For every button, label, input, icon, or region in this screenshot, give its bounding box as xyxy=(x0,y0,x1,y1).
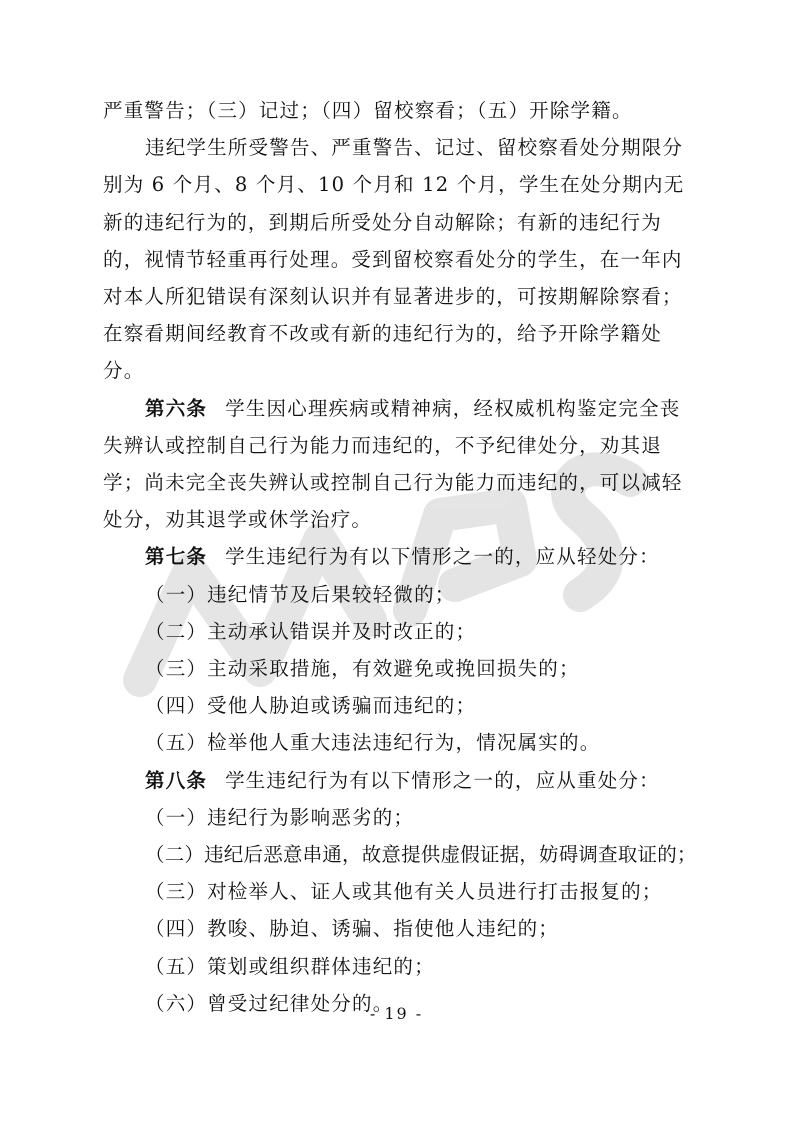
article-7-item: （四）受他人胁迫或诱骗而违纪的； xyxy=(145,694,477,718)
article-6-text: 学生因心理疾病或精神病，经权威机构鉴定完全丧失辨认或控制自己行为能力而违纪的，不予纪律处分，劝其退学；尚未完全丧失辨认或控制自己行为能力而违纪的，可以减轻处分，劝其退学或休学治疗。 xyxy=(103,396,683,532)
article-8-item: （二）违纪后恶意串通，故意提供虚假证据，妨碍调查取证的； xyxy=(145,843,697,867)
article-7 xyxy=(103,538,695,575)
article-8-item: （六）曾受过纪律处分的。 xyxy=(145,991,394,1015)
article-7-item: （一）违纪情节及后果较轻微的； xyxy=(145,582,456,606)
article-8 xyxy=(103,762,695,799)
article-7-title: 第七条 xyxy=(145,545,208,569)
article-7-item: （五）检举他人重大违法违纪行为，情况属实的。 xyxy=(145,731,601,755)
article-7-item: （二）主动承认错误并及时改正的； xyxy=(145,619,477,643)
paragraph-penalty-period: 违纪学生所受警告、严重警告、记过、留校察看处分期限分别为 6 个月、8 个月、10 个月和 12 个月，学生在处分期内无新的违纪行为的，到期后所受处分自动解除；有新的违纪行为的，视情节轻重再行处理。受到留校察看处分的学生，在一年内对本人所犯错误有深刻认识并有显著进步的，可按期解除察看；在察看期间经教育不改或有新的违纪行为的，给予开除学籍处分。 xyxy=(103,136,685,383)
page-number: - 19 - xyxy=(369,1004,424,1023)
paragraph-penalty-types: 严重警告；（三）记过；（四）留校察看；（五）开除学籍。 xyxy=(103,99,633,122)
article-8-item: （四）教唆、胁迫、诱骗、指使他人违纪的； xyxy=(145,917,560,941)
article-8-item: （三）对检举人、证人或其他有关人员进行打击报复的； xyxy=(145,880,663,904)
article-8-intro: 学生违纪行为有以下情形之一的，应从重处分： xyxy=(225,768,660,792)
article-7-item: （三）主动采取措施，有效避免或挽回损失的； xyxy=(145,657,580,681)
article-7-intro: 学生违纪行为有以下情形之一的，应从轻处分： xyxy=(225,545,660,569)
article-6-title: 第六条 xyxy=(145,396,208,420)
document-body xyxy=(103,92,695,1022)
article-8-title: 第八条 xyxy=(145,768,208,792)
article-8-item: （五）策划或组织群体违纪的； xyxy=(145,954,435,978)
article-8-item: （一）违纪行为影响恶劣的； xyxy=(145,805,415,829)
article-6 xyxy=(103,390,695,539)
